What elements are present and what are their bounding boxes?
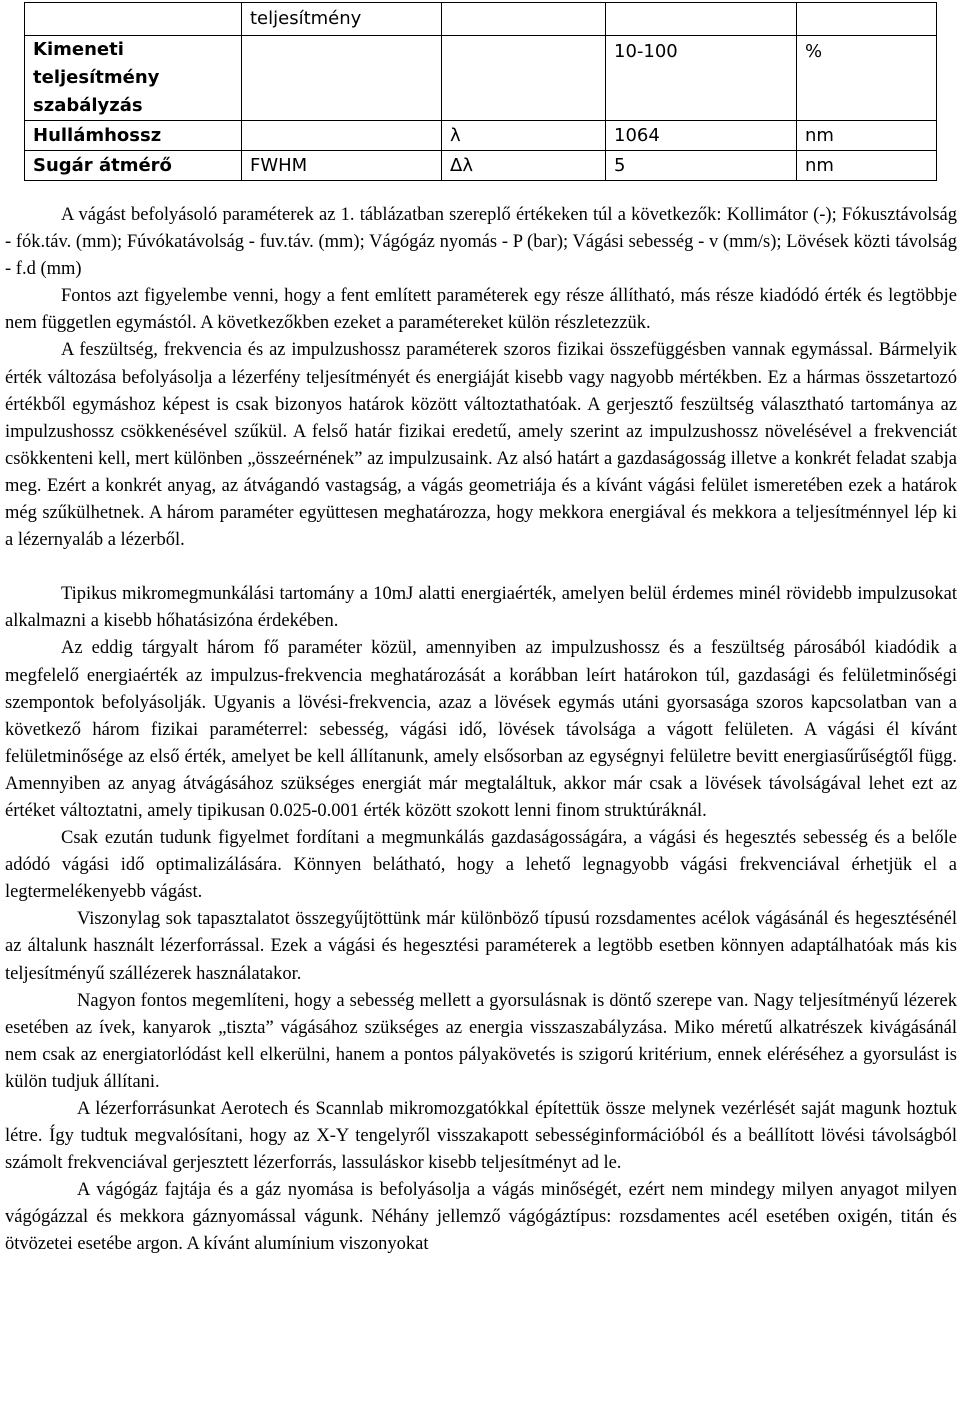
parameter-value-cell: 5 bbox=[606, 151, 797, 181]
parameter-unit-cell bbox=[797, 3, 937, 36]
parameter-value-cell: 1064 bbox=[606, 121, 797, 151]
parameter-unit-cell: nm bbox=[797, 151, 937, 181]
parameter-note-cell bbox=[242, 121, 442, 151]
body-text bbox=[5, 202, 957, 1259]
paragraph-laser-source: A lézerforrásunkat Aerotech és Scannlab mikromozgatókkal építettük össze melynek vezérlését saját magunk hoztuk létre. Így tudtuk megvalósítani, hogy az X-Y tengelyről visszakapott sebességinformációból és a beállított lövési távolságból számolt frekvenciával gerjesztett lézerforrás, lassuláskor kisebb teljesítményt ad le. bbox=[5, 1099, 957, 1174]
paragraph-pulse-frequency: Az eddig tárgyalt három fő paraméter közül, amennyiben az impulzushossz és a feszültség párosából kiadódik a megfelelő energiaérték az impulzus-frekvencia meghatározását a korábban leírt határokon túl, gazdasági és felületminőségi szempontok befolyásolják. Ugyanis a lövési-frekvencia, azaz a lövések egymás utáni gyorsasága szoros kapcsolatban van a következő három fizikai paraméterrel: sebesség, vágási idő, lövések távolsága a vágott felületen. A vágási él kívánt felületminősége az első érték, amelyet be kell állítanunk, amely elsősorban az egységnyi felületre bevitt energiasűrűségtől függ. Amennyiben az anyag átvágásához szükséges energiát már megtaláltuk, akkor már csak a lövések távolságával lehet ezt az értéket változtatni, amely tipikusan 0.025-0.001 érték között szokott lenni finom struktúráknál. bbox=[5, 638, 957, 821]
parameter-name-cell bbox=[25, 3, 242, 36]
parameter-name-cell: Kimeneti teljesítmény szabályzás bbox=[25, 36, 242, 121]
paragraph-experience: Viszonylag sok tapasztalatot összegyűjtöttünk már különböző típusú rozsdamentes acélok vágásánál és hegesztésénél az általunk használt lézerforrással. Ezek a vágási és hegesztési paraméterek a legtöbb esetben könnyen adaptálhatóak más kis teljesítményű szállézerek használatakor. bbox=[5, 909, 957, 984]
parameter-note-cell: FWHM bbox=[242, 151, 442, 181]
parameter-unit-cell: % bbox=[797, 36, 937, 121]
parameter-symbol-cell: λ bbox=[442, 121, 606, 151]
parameter-symbol-cell bbox=[442, 3, 606, 36]
table-row bbox=[25, 121, 937, 151]
table-row bbox=[25, 3, 937, 36]
paragraph-cutting-parameters: A vágást befolyásoló paraméterek az 1. táblázatban szereplő értékeken túl a következők: Kollimátor (-); Fókusztávolság - fók.táv. (mm); Fúvókatávolság - fuv.táv. (mm); Vágógáz nyomás - P (bar); Vágási sebesség - v (mm/s); Lövések közti távolság - f.d (mm) bbox=[5, 205, 957, 280]
parameter-note-cell: teljesítmény bbox=[242, 3, 442, 36]
table-row bbox=[25, 36, 937, 121]
paragraph-micromachining-range: Tipikus mikromegmunkálási tartomány a 10mJ alatti energiaérték, amelyen belül érdemes minél rövidebb impulzusokat alkalmazni a kisebb hőhatásizóna érdekében. bbox=[5, 584, 957, 632]
parameter-name-cell: Sugár átmérő bbox=[25, 151, 242, 181]
table-row bbox=[25, 151, 937, 181]
paragraph-cutting-gas: A vágógáz fajtája és a gáz nyomása is befolyásolja a vágás minőségét, ezért nem mindegy milyen anyagot milyen vágógázzal és mekkora gáznyomással vágunk. Néhány jellemző vágógáztípus: rozsdamentes acél esetében oxigén, titán és ötvözetei esetébe argon. A kívánt alumínium viszonyokat bbox=[5, 1180, 957, 1255]
parameter-name-cell: Hullámhossz bbox=[25, 121, 242, 151]
parameter-note-cell bbox=[242, 36, 442, 121]
parameter-symbol-cell bbox=[442, 36, 606, 121]
parameter-symbol-cell: Δλ bbox=[442, 151, 606, 181]
paragraph-acceleration: Nagyon fontos megemlíteni, hogy a sebesség mellett a gyorsulásnak is döntő szerepe van. Nagy teljesítményű lézerek esetében az ívek, kanyarok „tiszta” vágásához szükséges az energia visszaszabályzása. Miko méretű alkatrészek kivágásánál nem csak az energiatorlódást kell elkerülni, hanem a pontos pályakövetés is szigorú kritérium, ennek eléréséhez a gyorsulást is külön tudjuk állítani. bbox=[5, 990, 957, 1092]
laser-parameters-table bbox=[24, 2, 937, 181]
paragraph-voltage-frequency: A feszültség, frekvencia és az impulzushossz paraméterek szoros fizikai összefüggésben vannak egymással. Bármelyik érték változása befolyásolja a lézerfény teljesítményét és energiáját kisebb vagy nagyobb mértékben. Ez a hármas összetartozó értékből egymáshoz képest is csak bizonyos határok között változtathatóak. A gerjesztő feszültség választható tartománya az impulzushossz csökkenésével szűkül. A felső határ fizikai eredetű, amely szerint az impulzushossz növelésével a frekvenciát csökkenteni kell, mert különben „összeérnének” az impulzusaink. Az alsó határt a gazdaságosság illetve a konkrét feladat szabja meg. Ezért a konkrét anyag, az átvágandó vastagság, a vágás geometriája és a kívánt vágási felület ismeretében ezek a határok még szűkülhetnek. A három paraméter együttesen meghatározza, hogy mekkora energiával és mekkora a teljesítménnyel lép ki a lézernyaláb a lézerből. bbox=[5, 340, 957, 551]
paragraph-adjustable-parameters: Fontos azt figyelembe venni, hogy a fent említett paraméterek egy része állítható, más része kiadódó érték és legtöbbje nem független egymástól. A következőkben ezeket a paramétereket külön részletezzük. bbox=[5, 286, 957, 334]
parameter-value-cell bbox=[606, 3, 797, 36]
paragraph-economy: Csak ezután tudunk figyelmet fordítani a megmunkálás gazdaságosságára, a vágási és hegesztés sebesség és a belőle adódó vágási idő optimalizálására. Könnyen belátható, hogy a lehető legnagyobb vágási frekvenciával érhetjük el a legtermelékenyebb vágást. bbox=[5, 828, 957, 903]
parameter-value-cell: 10-100 bbox=[606, 36, 797, 121]
parameter-unit-cell: nm bbox=[797, 121, 937, 151]
